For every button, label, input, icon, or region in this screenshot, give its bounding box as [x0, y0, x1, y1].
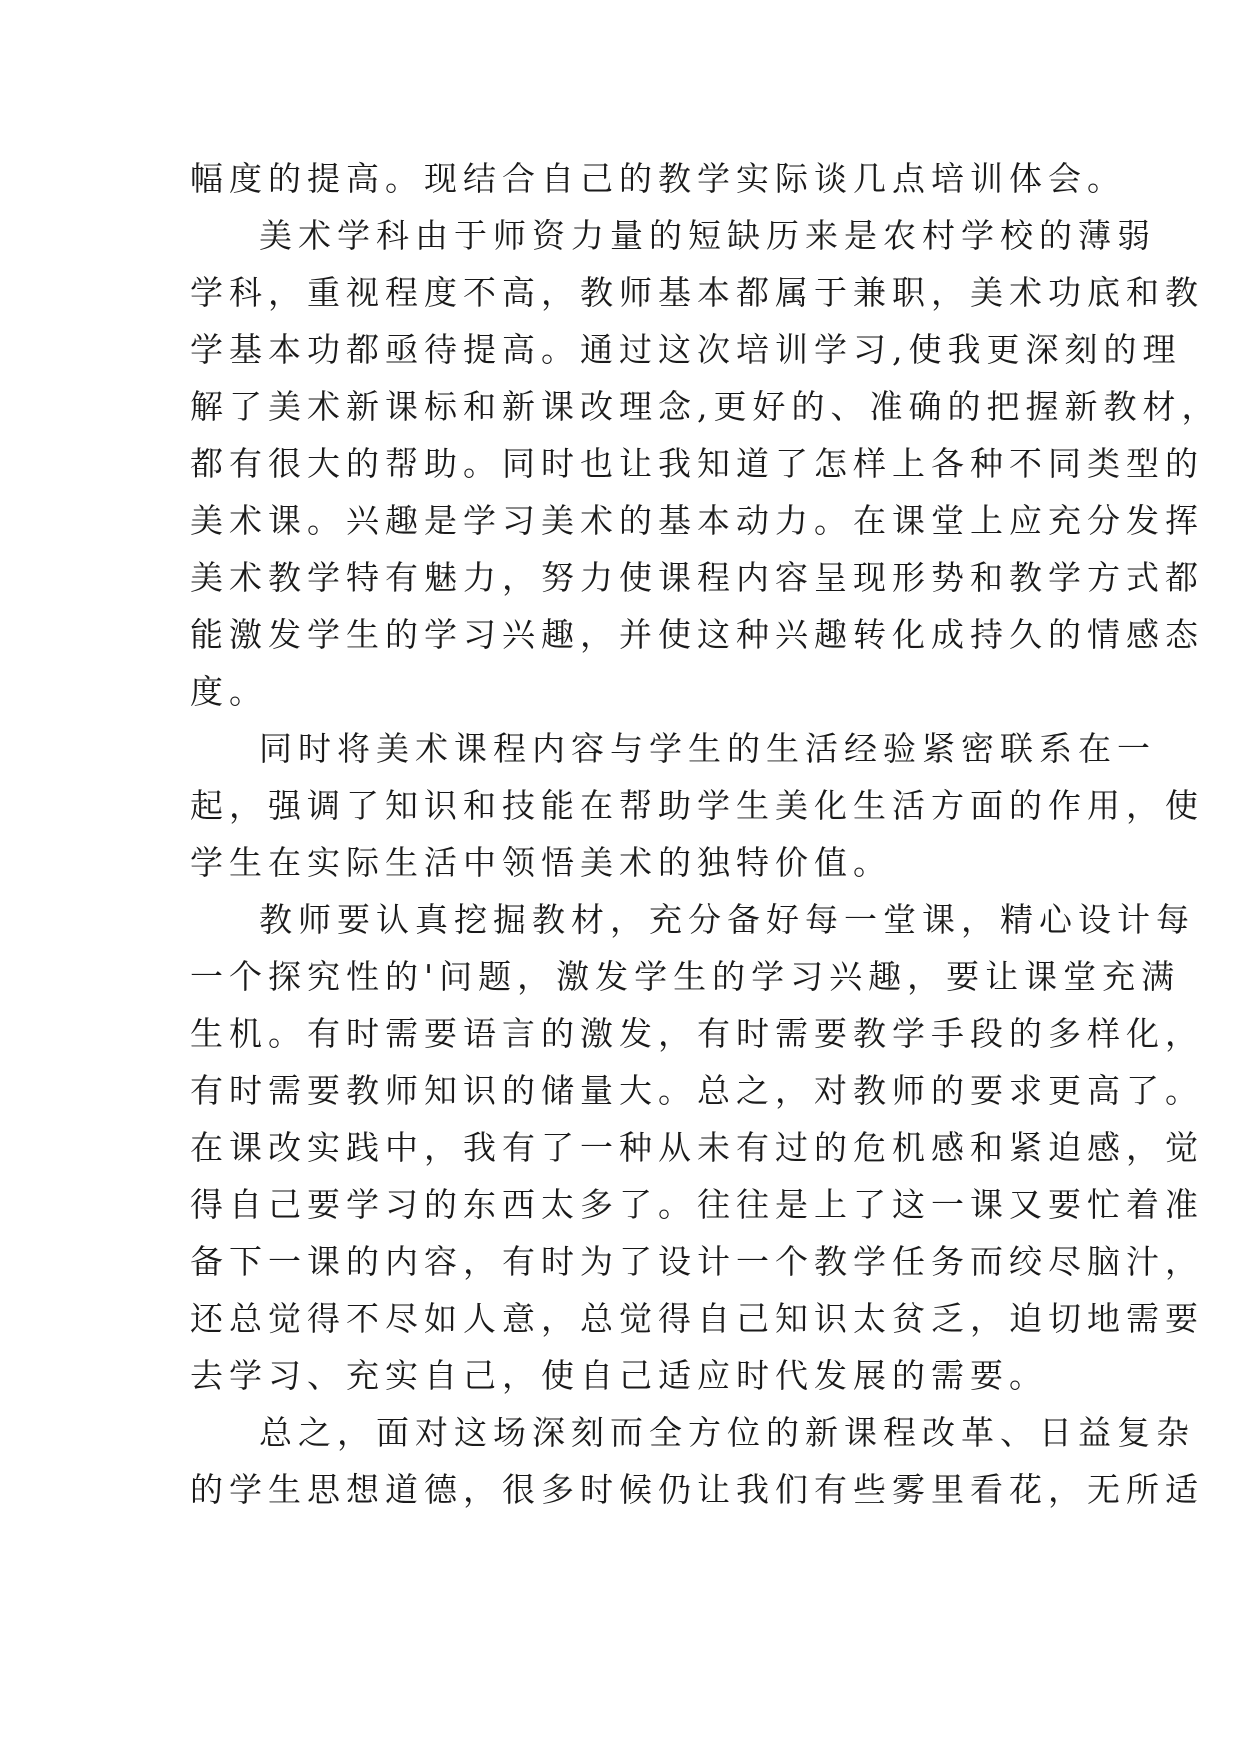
text-line: 起，强调了知识和技能在帮助学生美化生活方面的作用，使: [190, 786, 1204, 825]
text-line: 还总觉得不尽如人意，总觉得自己知识太贫乏，迫切地需要: [190, 1299, 1204, 1338]
text-line: 学基本功都亟待提高。通过这次培训学习,使我更深刻的理: [190, 330, 1182, 369]
text-line: 的学生思想道德，很多时候仍让我们有些雾里看花，无所适: [190, 1470, 1204, 1509]
text-line: 学科，重视程度不高，教师基本都属于兼职，美术功底和教: [190, 273, 1204, 312]
text-line: 解了美术新课标和新课改理念,更好的、准确的把握新教材，: [190, 387, 1221, 426]
text-line: 在课改实践中，我有了一种从未有过的危机感和紧迫感，觉: [190, 1128, 1204, 1167]
text-line: 都有很大的帮助。同时也让我知道了怎样上各种不同类型的: [190, 444, 1204, 483]
text-line: 备下一课的内容，有时为了设计一个教学任务而绞尽脑汁，: [190, 1242, 1204, 1281]
text-line: 能激发学生的学习兴趣，并使这种兴趣转化成持久的情感态: [190, 615, 1204, 654]
text-line: 生机。有时需要语言的激发，有时需要教学手段的多样化，: [190, 1014, 1204, 1053]
text-line: 度。: [190, 672, 268, 711]
text-line: 教师要认真挖掘教材，充分备好每一堂课，精心设计每: [259, 900, 1195, 939]
text-line: 学生在实际生活中领悟美术的独特价值。: [190, 843, 892, 882]
text-line: 同时将美术课程内容与学生的生活经验紧密联系在一: [259, 729, 1156, 768]
text-line: 美术学科由于师资力量的短缺历来是农村学校的薄弱: [259, 216, 1156, 255]
text-line: 美术教学特有魅力，努力使课程内容呈现形势和教学方式都: [190, 558, 1204, 597]
text-line: 总之，面对这场深刻而全方位的新课程改革、日益复杂: [259, 1413, 1195, 1452]
text-line: 有时需要教师知识的储量大。总之，对教师的要求更高了。: [190, 1071, 1204, 1110]
text-line: 得自己要学习的东西太多了。往往是上了这一课又要忙着准: [190, 1185, 1204, 1224]
text-line: 一个探究性的'问题，激发学生的学习兴趣，要让课堂充满: [190, 957, 1181, 996]
body-text: [190, 150, 1221, 1518]
text-line: 幅度的提高。现结合自己的教学实际谈几点培训体会。: [190, 159, 1126, 198]
text-line: 美术课。兴趣是学习美术的基本动力。在课堂上应充分发挥: [190, 501, 1204, 540]
text-line: 去学习、充实自己，使自己适应时代发展的需要。: [190, 1356, 1048, 1395]
